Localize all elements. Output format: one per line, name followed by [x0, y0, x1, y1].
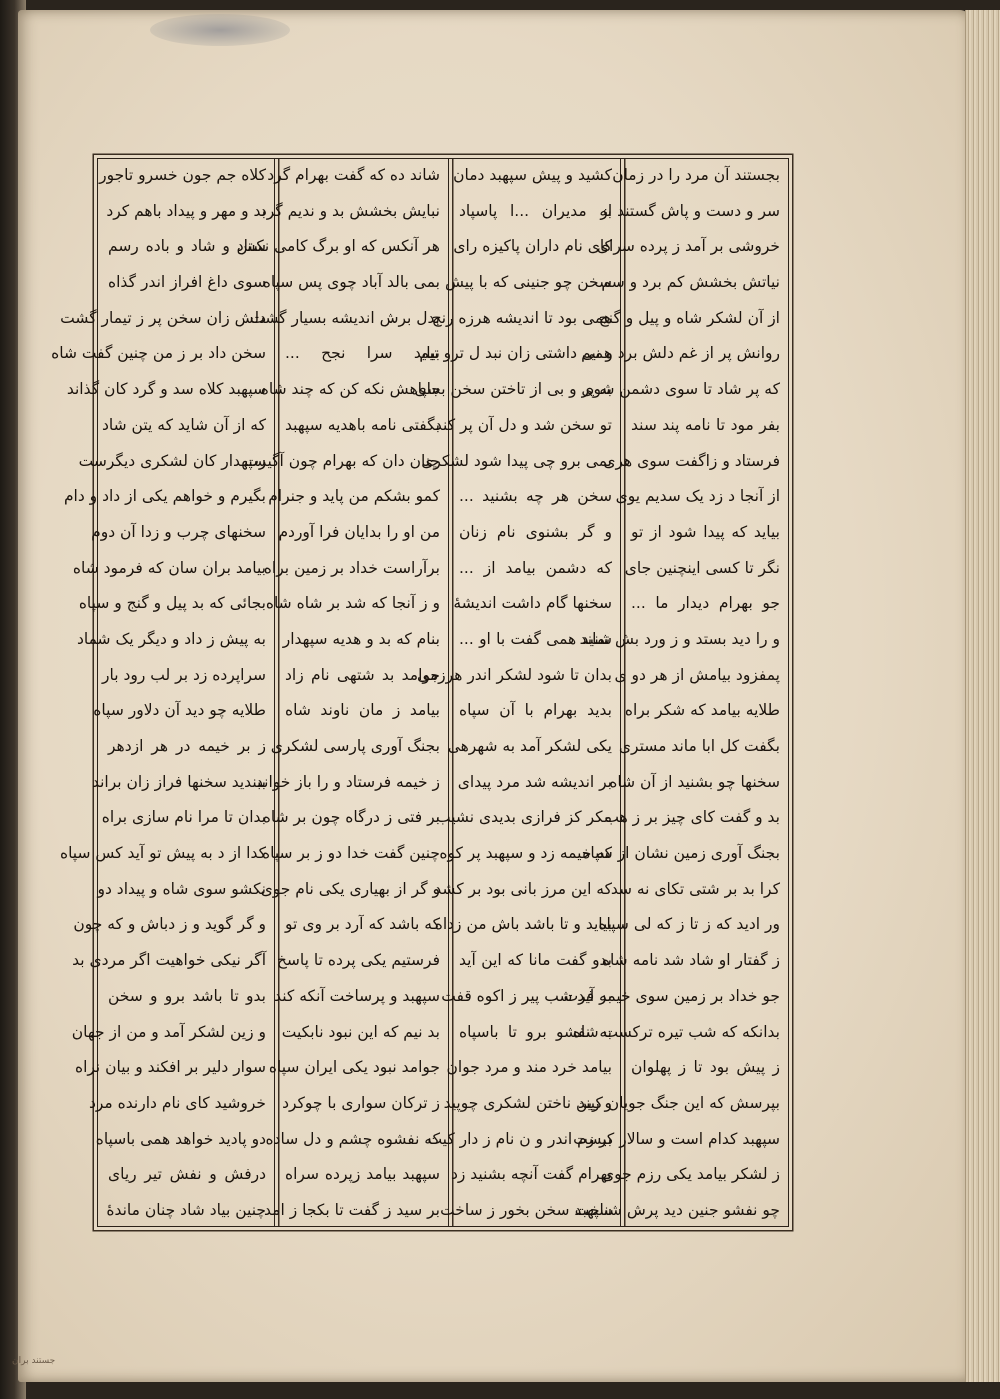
verse-line: که دشمن بیامد از ...: [459, 558, 612, 577]
verse-line: بنام که بد و هدیه سپهدار: [282, 629, 440, 648]
verse-line: بدان تا مرا نام سازی براه: [101, 808, 266, 827]
verse-line: بمی برو چی پیدا شود لشکری: [421, 451, 612, 470]
verse-line: برآراست خداد بر زمین براه: [263, 558, 440, 577]
verse-line: سخن داد بر ز من چنین گفت شاه: [51, 344, 266, 363]
verse-line: دو پادید خواهد همی باسپاه: [95, 1129, 266, 1148]
verse-line: بر زم اندر و ن نام ز دار کیت: [427, 1129, 612, 1148]
verse-line: چنین گفت خدا دو ز بر سپاه: [261, 844, 440, 863]
verse-line: فرستاد و زاگفت سوی هری: [603, 451, 780, 470]
verse-line: بدو گفت مانا که این آید: [459, 951, 612, 970]
verse-line: بر فتی ز درگاه چون بر شاه: [262, 808, 440, 827]
verse-line: بیاید و تا باشد باش من زداه: [434, 915, 612, 934]
text-frame: [51, 158, 789, 1227]
verse-line: بدان تا شود لشکر اندر هرزمی: [416, 665, 612, 684]
verse-line: دلش زان سخن پر ز تیمار گشت: [60, 308, 266, 327]
verse-line: از آن لشکر شاه و پیل و گنج: [598, 308, 780, 327]
verse-line: و را دید بستد و ز ورد بش نماند: [579, 629, 780, 648]
verse-line: بجنگ آوری پارسی لشکری: [270, 737, 440, 755]
verse-line: ز لشکر بیامد یکی رزم جوی: [601, 1165, 780, 1184]
verse-line: ستاد و شاد و باده رسم: [108, 237, 266, 256]
text-column-1: [563, 159, 788, 1226]
verse-line: بمی بالد آباد چوی پس سپاه: [262, 273, 440, 292]
verse-line: ببندید سخنها فراز زان براند: [91, 772, 266, 791]
verse-line: بر اندیشه شد مرد پیدای: [457, 772, 612, 791]
verse-line: همی داشتی زان نبد ل ترو تیم: [419, 344, 612, 363]
verse-line: به مدیران ...ا پاسپاد: [459, 201, 612, 220]
verse-line: ز پیش بود تا ز پهلوان: [631, 1058, 780, 1077]
verse-line: سر و دست و پاش گستند از: [600, 201, 780, 220]
verse-line: ز خیمه فرستاد و را باز خواند: [256, 772, 440, 791]
verse-line: ز بر خیمه در هر ازدهر: [108, 737, 266, 755]
verse-line: من او را بدایان فرا آوردم: [278, 522, 440, 541]
verse-line: که این مرز بانی بود بر کشد: [434, 879, 612, 898]
verse-line: کرا بد بر شتی تکای نه سد: [610, 879, 780, 898]
catchword: جستند بران: [12, 1356, 56, 1366]
verse-line: سخنها چو بشنید از آن شاه: [609, 772, 780, 791]
verse-line: کمو بشکم من پاید و جنرام: [268, 487, 440, 506]
verse-line: تو سخن شد و دل آن پر کند: [434, 415, 612, 434]
text-column-4: [51, 159, 274, 1226]
verse-line: سپهبد سخن بخور ز ساخت: [440, 1200, 612, 1219]
verse-line: بهرام گفت آنچه بشنید زد: [450, 1165, 612, 1184]
verse-line: همی بود تا اندیشه هرزه رنج: [431, 308, 612, 327]
verse-line: بیاید سرا نجح ...: [285, 344, 440, 363]
verse-line: بدل برش اندیشه بسیار گشت: [250, 308, 440, 327]
verse-line: طلایه چو دید آن دلاور سپاه: [93, 701, 266, 720]
verse-line: فرستیم یکی پرده تا پاسخ: [276, 951, 440, 970]
verse-line: ز گفتار او شاد شد نامه شاه: [601, 951, 780, 970]
verse-line: بجائی که بد پیل و گنج و سپاه: [78, 594, 266, 613]
verse-line: سپهبد کدام است و سالار کیست: [573, 1129, 780, 1148]
verse-line: نبایش بخشش بد و ندیم گرد: [259, 201, 440, 220]
verse-line: پمفزود بیامش از هر دو ی: [614, 665, 780, 684]
verse-line: بدو تا باشد برو و سخن: [108, 986, 266, 1005]
verse-line: نکشو سوی شاه و پیداد دو: [97, 879, 266, 898]
verse-line: بپرسش که این جنگ جویان کیند: [577, 1093, 780, 1112]
verse-line: و ز آنجا که شد بر شاه شاه: [265, 594, 440, 613]
verse-line: بجنگ آوری زمین نشان از سپاه: [582, 844, 780, 863]
verse-line: کلاه جم جون خسرو تاجور: [99, 166, 266, 184]
verse-line: سپهبد و پرساخت آنکه کند: [274, 986, 440, 1005]
verse-line: کشید و پیش سپهبد دمان: [453, 166, 612, 184]
verse-line: که باشد که آرد بر وی تو: [285, 915, 440, 934]
verse-line: به پیش ز داد و دیگر یک شماد: [76, 629, 266, 648]
verse-line: سراپرده زد بر لب رود بار: [102, 665, 266, 684]
verse-line: بیامد بران سان که فرمود شاه: [72, 558, 266, 577]
verse-line: کای نام داران پاکیزه رای: [453, 237, 612, 256]
verse-line: سپهبد بیامد زپرده سراه: [285, 1165, 440, 1184]
verse-line: بر سید ز گفت تا بکجا ز امد: [264, 1200, 440, 1219]
verse-line: و گر بشنوی نام زنان: [459, 522, 612, 541]
verse-line: از آنجا د زد یک سدیم یوی: [615, 487, 780, 506]
verse-line: بگفتی نامه باهدیه سپهبد: [285, 415, 440, 434]
page-stain: [150, 14, 290, 46]
verse-line: روانش پر از غم دلش برد و نیم: [581, 344, 780, 363]
verse-line: چنان دان که بهرام چون آگیرت: [244, 451, 440, 470]
verse-line: بیامد خرد مند و مرد جوان: [446, 1058, 612, 1077]
verse-line: یکی لشکر آمد به شهرهی: [447, 737, 612, 755]
verse-line: و گر از بهیاری یکی نام جوی: [260, 879, 440, 898]
verse-line: بیامد ز مان ناوند شاه: [285, 701, 440, 720]
verse-line: بفر مود تا نامه پند سند: [631, 415, 780, 434]
verse-line: به نفشو برو تا باسپاه: [459, 1022, 612, 1041]
verse-line: خروشی بر آمد ز پرده سرای: [596, 237, 780, 256]
verse-line: به پر و بی از تاختن سخن بجای: [414, 380, 612, 399]
verse-line: بیاید که پیدا شود از تو: [631, 522, 780, 541]
verse-line: طلایه بیامد که شکر براه: [624, 701, 780, 720]
verse-line: نگر تا کسی اینچنین جای: [624, 558, 780, 577]
verse-line: آگر نیکی خواهیت اگر مردی بد: [72, 951, 266, 970]
page-fore-edge: [965, 10, 1000, 1382]
verse-line: بدانکه که شب تیره ترکست شاه: [572, 1022, 780, 1041]
verse-line: مکر کز فرازی بدیدی نشیب: [435, 808, 612, 827]
verse-line: شاند ده که گفت بهرام گرد: [267, 166, 440, 184]
verse-line: نیاتش بخشش کم برد و سم: [601, 273, 780, 292]
verse-line: بد و گفت کای چیز بر ز هب: [604, 808, 780, 827]
verse-line: شنید همی گفت با او ...: [459, 629, 612, 648]
verse-line: بد و مهر و پیداد باهم کرد: [106, 201, 266, 220]
verse-line: درفش و نفش تیر ریای: [108, 1165, 266, 1184]
verse-line: سپهبد کلاه سد و گرد کان گذاند: [66, 380, 266, 399]
verse-line: و زین لشکر آمد و من از جهان: [71, 1022, 266, 1041]
verse-line: که از آن شاید که یتن شاد: [102, 415, 266, 434]
verse-line: بگیرم و خواهم یکی از داد و دام: [63, 487, 266, 506]
verse-line: کدا از د به پیش تو آید کس سپاه: [59, 844, 266, 863]
verse-line: سپاهش نکه کن که چند شاه: [260, 380, 440, 399]
verse-line: بجستند آن مرد را در زمان: [612, 166, 780, 184]
verse-line: سوی داغ افراز اندر گذاه: [108, 273, 266, 292]
verse-line: سخنها گام داشت اندیشهٔ: [453, 594, 612, 613]
verse-line: چو نفشو جنین دید پرش شناخت: [574, 1200, 780, 1219]
verse-line: و زین ناختن لشکری چوپید: [443, 1093, 612, 1112]
verse-line: و گر گوید و ز دباش و که چون: [73, 915, 266, 934]
verse-line: سپهدار کان لشکری دیگرست: [78, 451, 266, 470]
verse-line: سخن چو جنینی که با پیش: [444, 273, 612, 292]
verse-line: جوامد بد شتهی نام زاد: [285, 665, 440, 684]
verse-line: جو خداد بر زمین سوی خیمه فرت: [563, 986, 780, 1005]
verse-line: ز ترکان سواری با چوکرد: [282, 1093, 440, 1112]
verse-line: بدید بهرام با آن سپاه: [459, 701, 612, 720]
verse-line: بد نیم که این نبود نابکیت: [281, 1022, 440, 1041]
verse-line: بر آید شب پیر ز اکوه قفت: [441, 986, 612, 1005]
verse-line: جوامد نبود یکی ایران سپاه: [268, 1058, 440, 1077]
verse-line: ور ادید که ز تا ز که لی سپاه: [598, 915, 780, 934]
verse-line: هر آنکس که او برگ کامی نکس: [236, 237, 440, 256]
verse-line: خروشید کای نام دارنده مرد: [88, 1093, 266, 1112]
text-column-2: [414, 159, 620, 1226]
verse-line: سخن هر چه بشنید ...: [459, 487, 612, 506]
verse-line: جو بهرام دیدار ما ...: [631, 594, 780, 613]
text-column-3: [236, 159, 448, 1226]
verse-line: که نفشوه چشم و دل ساده: [265, 1129, 440, 1148]
verse-line: سخنهای چرب و زدا آن دوم: [91, 522, 266, 541]
verse-line: بگفت کل ابا ماند مستری: [618, 737, 780, 755]
verse-line: سوار دلیر بر افکند و بیان نراه: [74, 1058, 266, 1077]
verse-line: که خیمه زد و سپهبد پر کوه: [439, 844, 612, 863]
verse-line: که پر شاد تا سوی دشمن شوی: [581, 380, 780, 399]
verse-line: چنین بیاد شاد چنان ماندهٔ: [106, 1200, 266, 1219]
